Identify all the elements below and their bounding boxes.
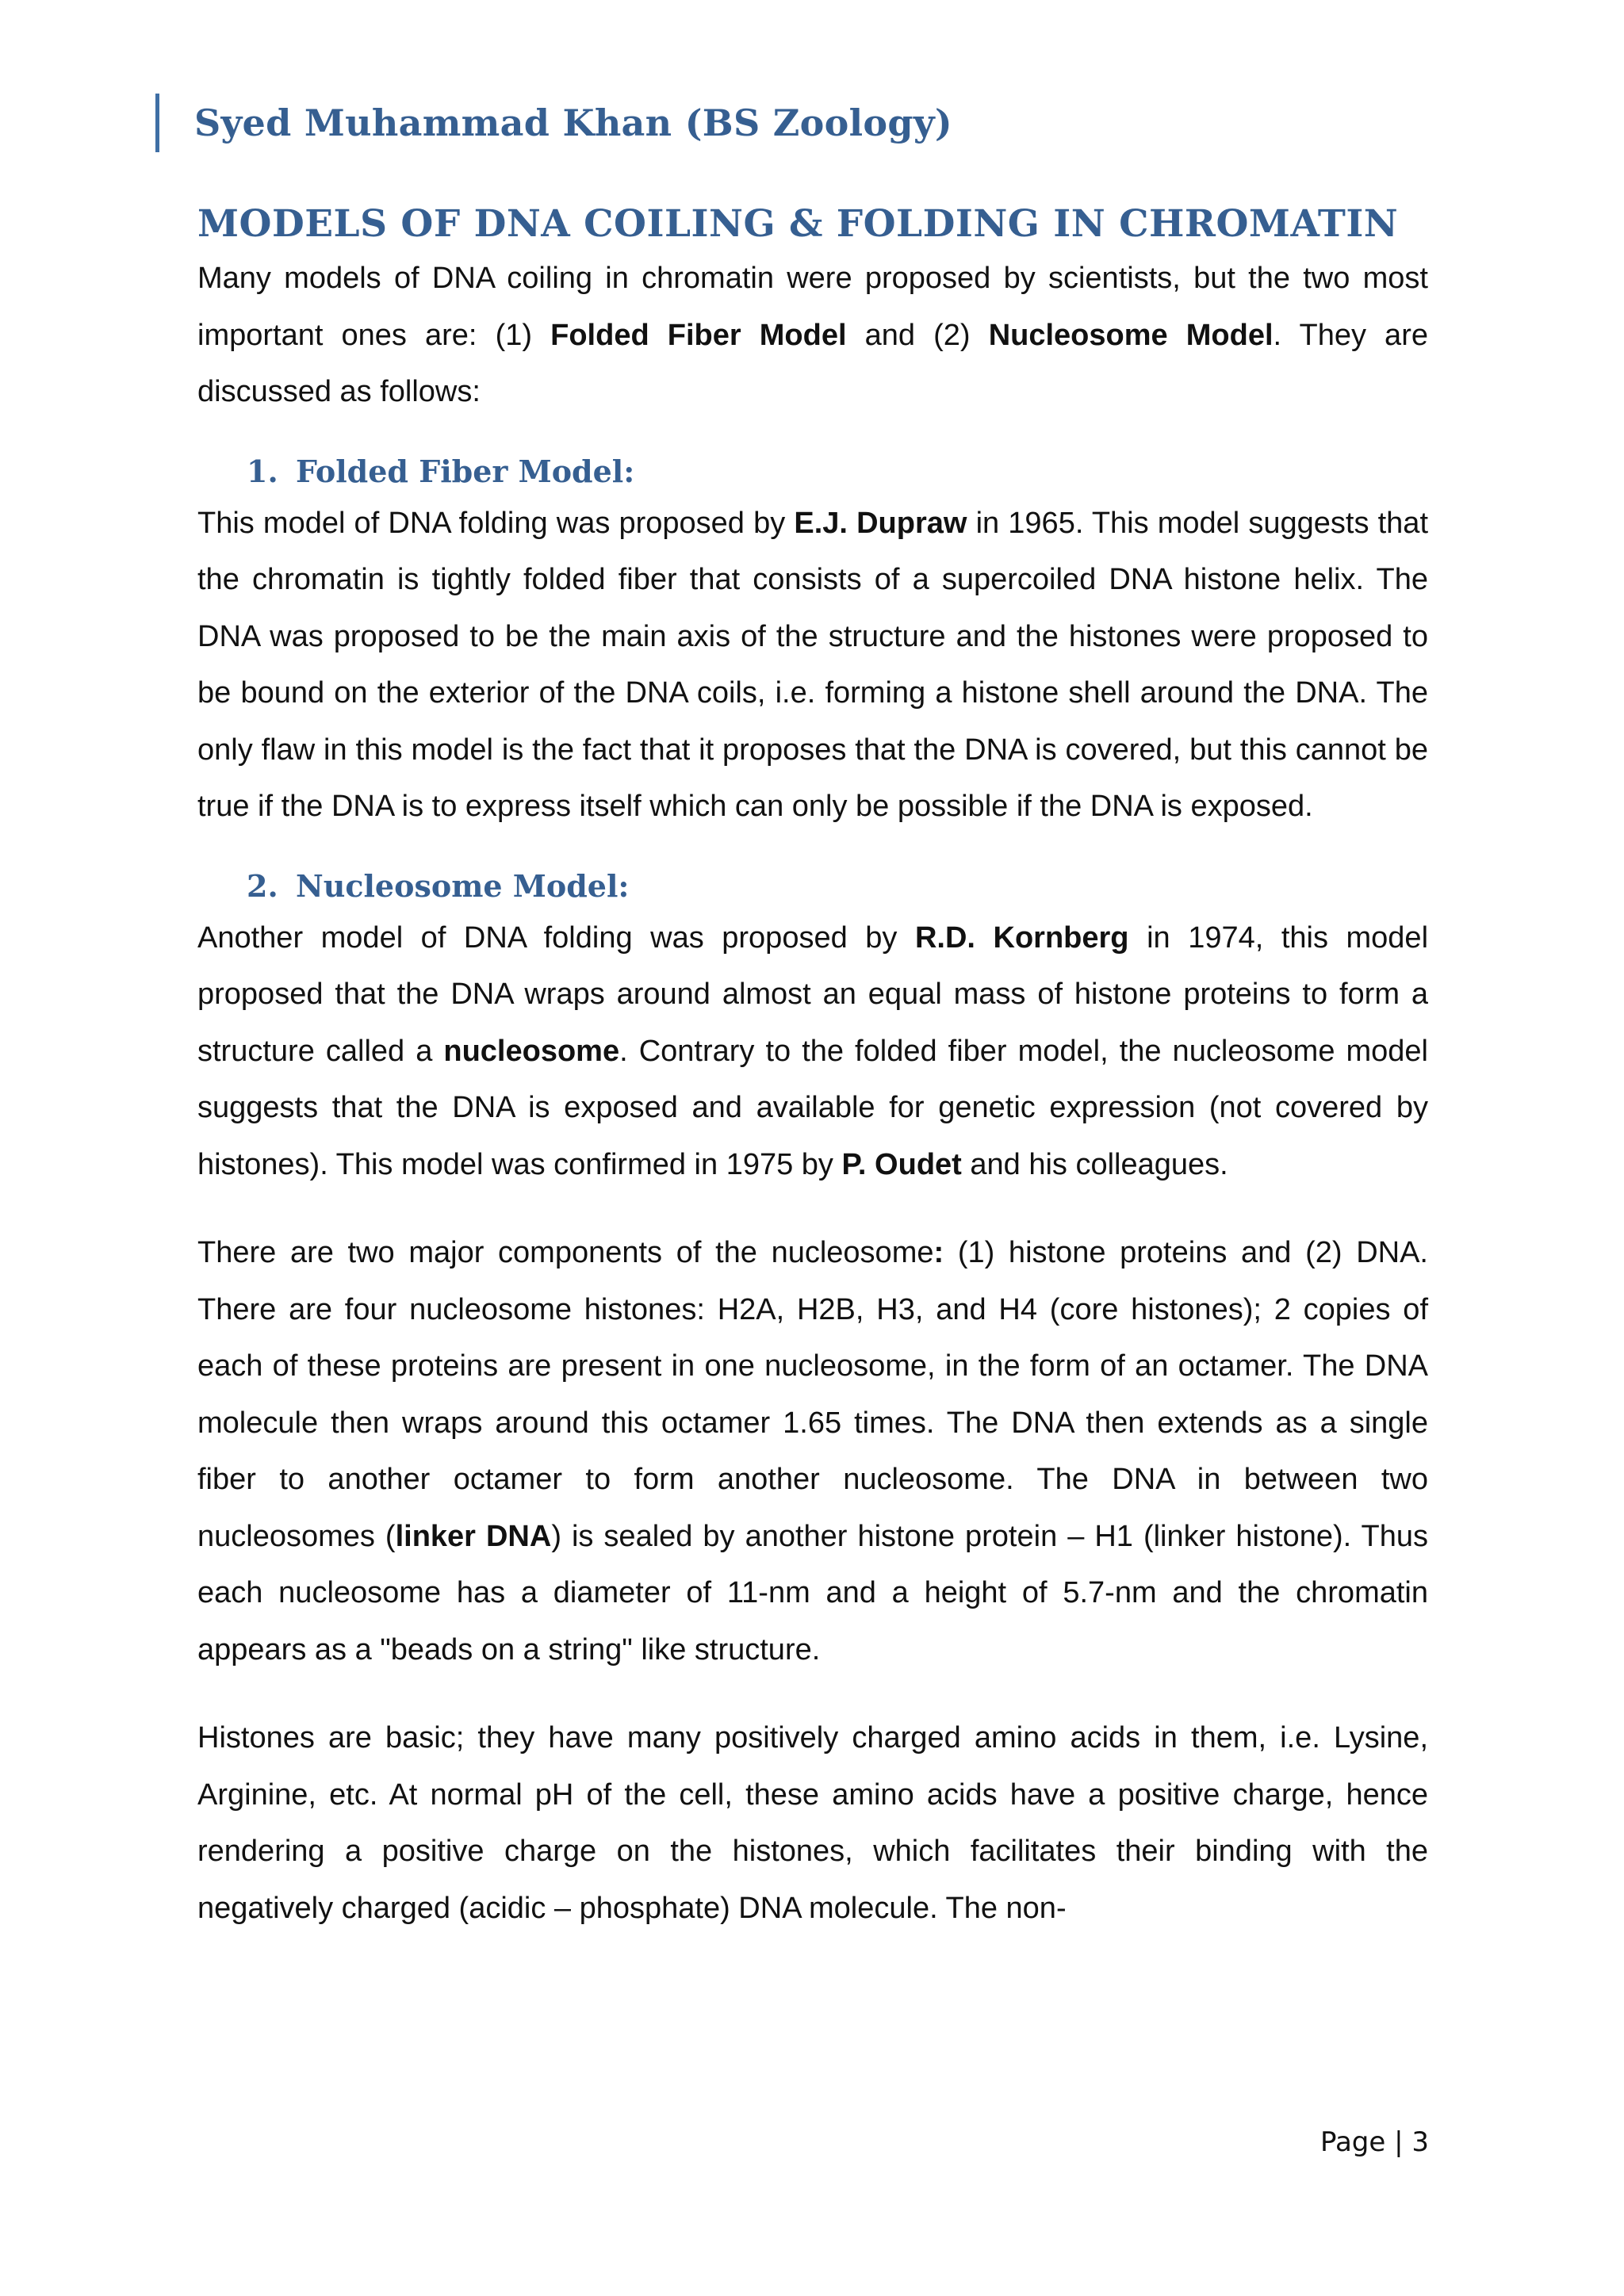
section-1-text-2: in 1965. This model suggests that the chromatin is tightly folded fiber that consists of a supercoiled DNA histone helix. The DNA was proposed to be the main axis of the structure and the histones were proposed to be bound on the exterior of the DNA coils, i.e. forming a histone shell around the DNA. The only flaw in this model is the fact that it proposes that the DNA is covered, but this cannot be true if the DNA is to express itself which can only be possible if the DNA is exposed.	[197, 506, 1429, 823]
section-1-number: 1.	[247, 453, 278, 489]
section-1-paragraph	[197, 496, 1428, 836]
histones-text-1: Histones are basic; they have many positively charged amino acids in them, i.e. Lysine, Arginine, etc. At normal pH of the cell, these amino acids have a positive charge, hence rendering a positive charge on the histones, which facilitates their binding with the negatively charged (acidic – phosphate) DNA molecule. The non-	[197, 1721, 1428, 1925]
section-1-text-1: This model of DNA folding was proposed by	[197, 506, 795, 540]
intro-bold-folded-fiber: Folded Fiber Model	[550, 318, 847, 352]
document-body	[197, 198, 1428, 1937]
components-text-2: (1) histone proteins and (2) DNA. There are four nucleosome histones: H2A, H2B, H3, and H4 (core histones); 2 copies of each of these proteins are present in one nucleosome, in the form of an octamer. The DNA molecule then wraps around this octamer 1.65 times. The DNA then extends as a single fiber to another octamer to form another nucleosome. The DNA in between two nucleosomes (	[197, 1236, 1428, 1553]
components-paragraph	[197, 1225, 1428, 1678]
components-bold-linker-dna: linker DNA	[395, 1519, 552, 1553]
section-2-title: Nucleosome Model:	[296, 867, 630, 904]
section-1-bold-dupraw: E.J. Dupraw	[794, 506, 967, 540]
intro-bold-nucleosome: Nucleosome Model	[988, 318, 1274, 352]
page-header	[155, 94, 952, 152]
section-2-text-1: Another model of DNA folding was proposed by	[197, 920, 915, 955]
section-2-text-4: and his colleagues.	[961, 1147, 1228, 1181]
components-bold-colon: :	[933, 1236, 944, 1269]
section-1-title: Folded Fiber Model:	[296, 453, 635, 489]
section-2-heading	[197, 863, 1428, 910]
section-2-bold-kornberg: R.D. Kornberg	[914, 920, 1129, 955]
intro-text-3: . They are discussed as follows:	[197, 318, 1428, 408]
section-2-number: 2.	[247, 867, 278, 904]
components-text-3: ) is sealed by another histone protein – H1 (linker histone). Thus each nucleosome has a diameter of 11-nm and a height of 5.7-nm and the chromatin appears as a "beads on a string" like structure.	[197, 1519, 1428, 1667]
intro-text-2: and (2)	[846, 318, 989, 352]
intro-paragraph	[197, 251, 1428, 421]
intro-text-1: Many models of DNA coiling in chromatin were proposed by scientists, but the two most important ones are: (1)	[197, 262, 1428, 352]
page-title: MODELS OF DNA COILING & FOLDING IN CHROMATIN	[197, 202, 1399, 246]
section-2-text-3: . Contrary to the folded fiber model, the nucleosome model suggests that the DNA is exposed and available for genetic expression (not covered by histones). This model was confirmed in 1975 by	[197, 1034, 1428, 1181]
page-number: Page | 3	[1320, 2126, 1429, 2158]
section-2-paragraph	[197, 910, 1428, 1194]
section-2-bold-oudet: P. Oudet	[841, 1147, 962, 1181]
author-header: Syed Muhammad Khan (BS Zoology)	[194, 101, 952, 144]
section-2-text-2: in 1974, this model proposed that the DNA wraps around almost an equal mass of histone proteins to form a structure called a	[197, 920, 1429, 1068]
histones-paragraph	[197, 1710, 1428, 1937]
section-2-bold-nucleosome: nucleosome	[443, 1034, 620, 1068]
components-text-1: There are two major components of the nucleosome	[197, 1236, 934, 1269]
section-1-heading	[197, 448, 1428, 496]
